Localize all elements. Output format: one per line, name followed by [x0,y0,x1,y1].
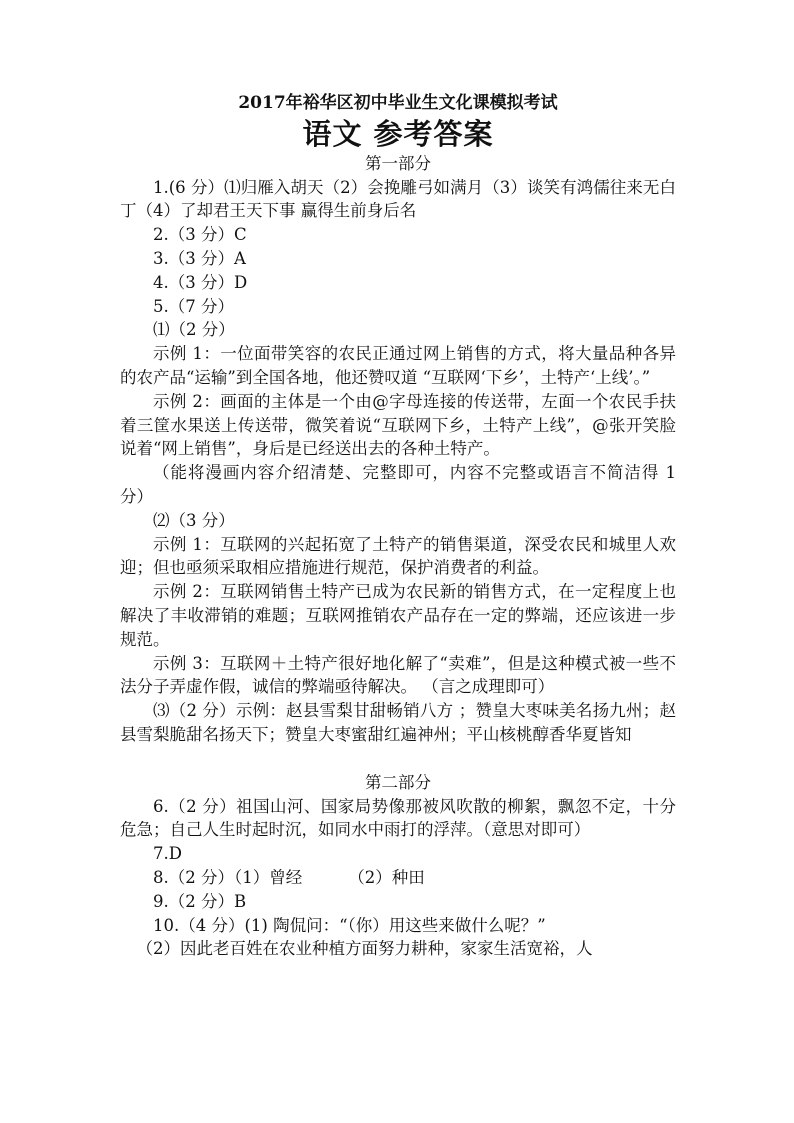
answer-q10-1: 10.（4 分）(1) 陶侃问：“（你）用这些来做什么呢？” [153,915,546,935]
answer-q5-3: ⑶（2 分）示例：赵县雪梨甘甜畅销八方 ；赞皇大枣味美名扬九州；赵县雪梨脆甜名扬天下；赞皇大枣蜜甜红遍神州；平山核桃醇香华夏皆知 [120,701,676,744]
answer-q5-2-example-2: 示例 2：互联网销售土特产已成为农民新的销售方式，在一定程度上也解决了丰收滞销的难题；互联网推销农产品存在一定的弊端，还应该进一步规范。 [120,582,676,649]
answer-q8 [120,866,676,890]
answer-q5: 5.（7 分） [153,296,234,316]
answer-q5-1-example-1: 示例 1：一位面带笑容的农民正通过网上销售的方式，将大量品种各异的农产品“运输”到全国各地，他还赞叹道 “互联网‘下乡’，土特产‘上线’。” [120,344,676,387]
answer-q10-2: （2）因此老百姓在农业种植方面努力耕种，家家生活宽裕，人 [136,939,593,959]
answer-q6: 6.（2 分）祖国山河、国家局势像那被风吹散的柳絮，飘忽不定，十分危急；自己人生时起时沉，如同水中雨打的浮萍。（意思对即可） [120,796,676,840]
answer-q7: 7.D [153,844,182,864]
answer-q8-part-1: 8.（2 分）（1）曾经 [153,867,303,887]
section-gap [120,747,676,771]
answer-q5-2: ⑵（3 分） [153,510,235,530]
answer-q5-1-note: （能将漫画内容介绍清楚、完整即可，内容不完整或语言不简洁得 1 分） [120,463,676,506]
answer-q2: 2.（3 分）C [153,225,247,245]
answer-q4: 4.（3 分）D [153,272,248,292]
answer-q9: 9.（2 分）B [153,891,247,911]
answer-q5-2-example-1: 示例 1：互联网的兴起拓宽了土特产的销售渠道，深受农民和城里人欢迎；但也亟须采取相应措施进行规范，保护消费者的利益。 [120,534,676,578]
answer-q5-1: ⑴（2 分） [153,320,235,340]
answer-q8-part-2: （2）种田 [348,867,425,887]
answer-q5-2-example-3: 示例 3：互联网＋土特产很好地化解了“卖难”，但是这种模式被一些不法分子弄虚作假，诚信的弊端亟待解决。 （言之成理即可） [120,653,676,697]
answer-q5-1-example-2: 示例 2：画面的主体是一个由@字母连接的传送带，左面一个农民手扶着三筐水果送上传送带，微笑着说“互联网下乡，土特产上线”，@张开笑脸说着“网上销售”，身后是已经送出去的各种土特产。 [120,391,676,459]
answer-q1: 1.(6 分）⑴归雁入胡天（2）会挽雕弓如满月（3）谈笑有鸿儒往来无白丁（4）了却君王天下事 赢得生前身后名 [120,177,676,221]
part2-heading: 第二部分 [365,772,431,792]
answer-q3: 3.（3 分）A [153,248,246,268]
document-title: 语文 参考答案 [302,116,494,151]
part1-heading: 第一部分 [365,153,431,173]
exam-title: 2017年裕华区初中毕业生文化课模拟考试 [238,93,558,113]
answer-document [120,92,676,961]
